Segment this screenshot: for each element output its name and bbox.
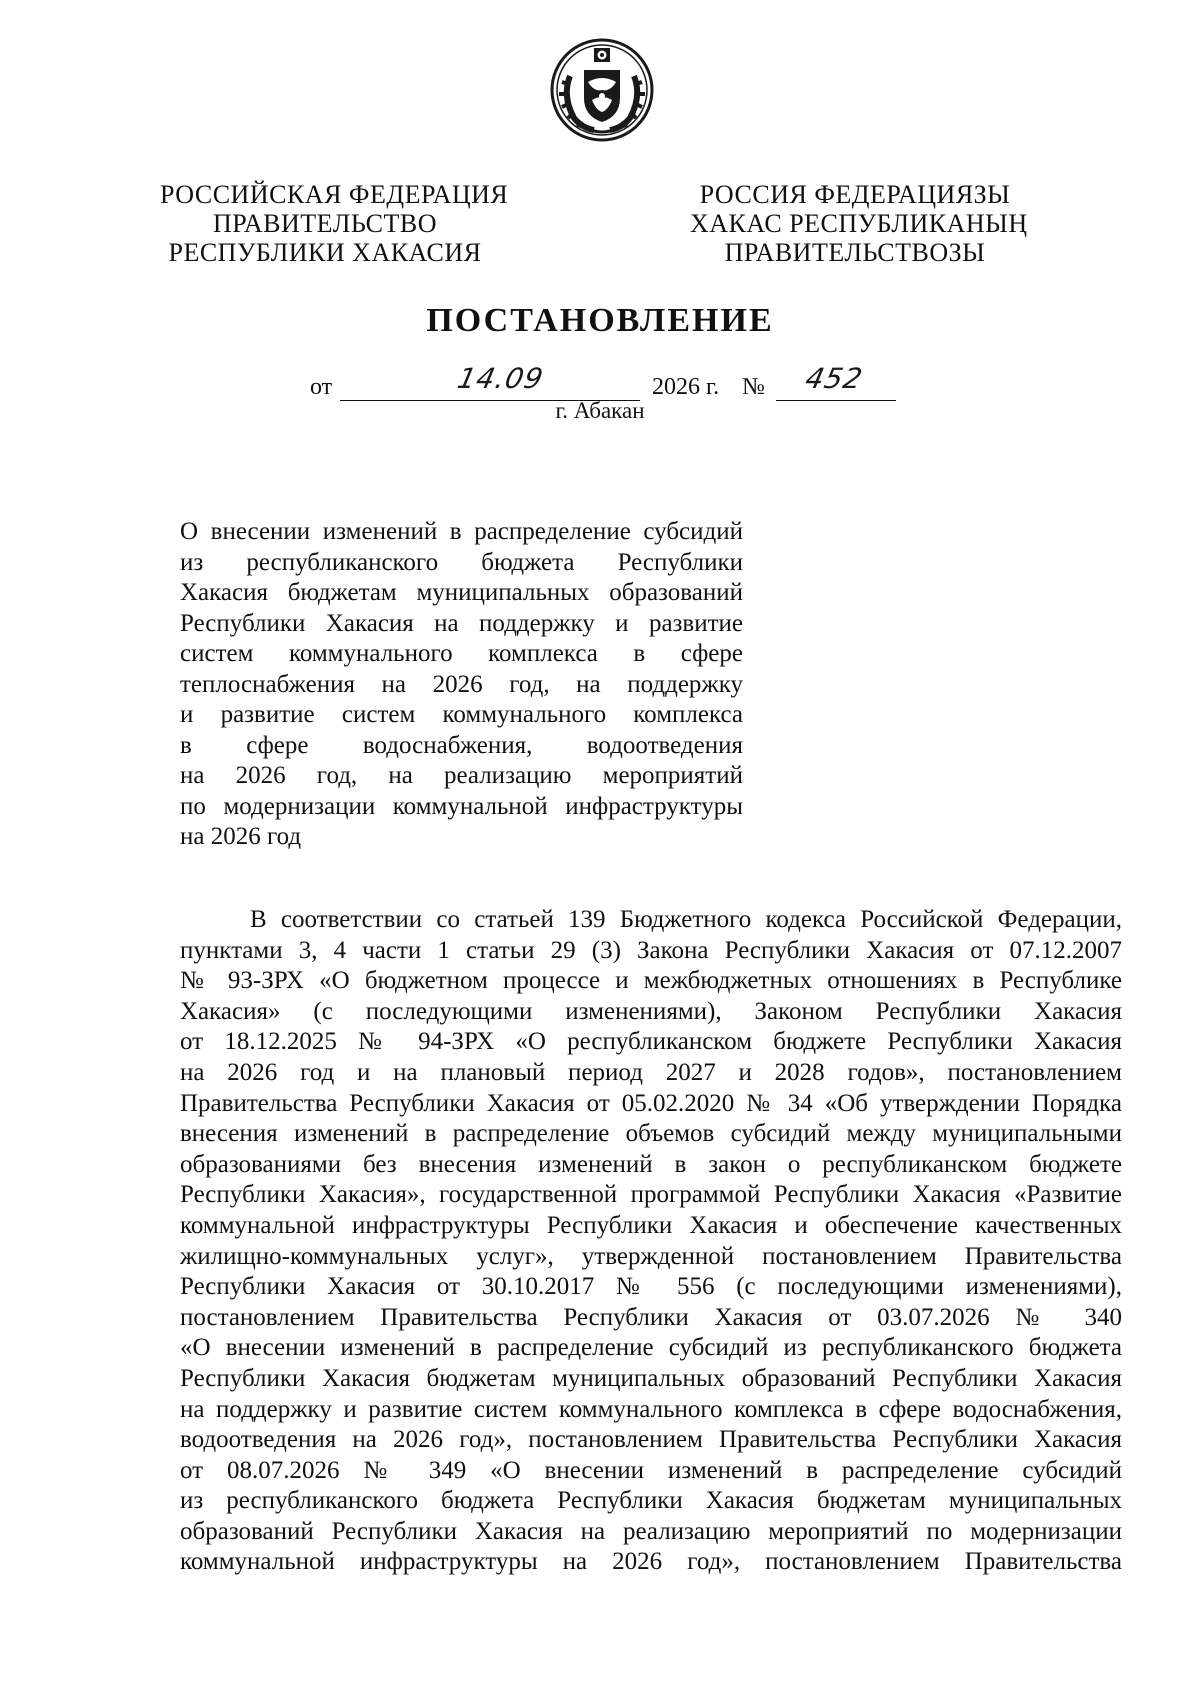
title-line: систем коммунального комплекса в сфере <box>180 640 743 667</box>
body-paragraph <box>180 905 1122 1578</box>
title-line: по модернизации коммунальной инфраструктуры <box>180 792 743 820</box>
body-line: образованиями без внесения изменений в закон о республиканском бюджете <box>180 1150 1122 1178</box>
body-line: внесения изменений в распределение объемов субсидий между муниципальными <box>180 1120 1122 1148</box>
body-line: от 18.12.2025 № 94-ЗРХ «О республиканском бюджете Республики Хакасия <box>180 1028 1122 1056</box>
city-label: г. Абакан <box>555 398 645 423</box>
body-line: из республиканского бюджета Республики Хакасия бюджетам муниципальных <box>180 1487 1122 1515</box>
header-right <box>690 180 1028 267</box>
body-line: образований Республики Хакасия на реализацию мероприятий по модернизации <box>180 1517 1122 1545</box>
header-right-line: РОССИЯ ФЕДЕРАЦИЯЗЫ <box>699 180 1011 209</box>
body-line: «О внесении изменений в распределение субсидий из республиканского бюджета <box>180 1334 1122 1362</box>
body-line: Правительства Республики Хакасия от 05.02.2020 № 34 «Об утверждении Порядка <box>180 1089 1122 1117</box>
date-blank <box>340 362 640 401</box>
header-right-line: ХАКАС РЕСПУБЛИКАНЫҢ <box>690 209 1028 238</box>
body-line: от 08.07.2026 № 349 «О внесении изменений в распределение субсидий <box>180 1456 1122 1484</box>
body-line: Хакасия» (с последующими изменениями), Законом Республики Хакасия <box>180 997 1122 1025</box>
body-line: В соответствии со статьей 139 Бюджетного кодекса Российской Федерации, <box>250 906 1122 933</box>
year-label: 2026 г. <box>652 374 720 400</box>
from-label: от <box>310 374 333 400</box>
body-line: Республики Хакасия от 30.10.2017 № 556 (с последующими изменениями), <box>180 1273 1122 1301</box>
document-type-title: ПОСТАНОВЛЕНИЕ <box>426 302 774 339</box>
header-left-line: РЕСПУБЛИКИ ХАКАСИЯ <box>168 238 482 267</box>
header-left-line: РОССИЙСКАЯ ФЕДЕРАЦИЯ <box>160 180 509 209</box>
title-line: из республиканского бюджета Республики <box>180 548 743 576</box>
number-blank <box>776 362 896 401</box>
coat-of-arms-icon <box>548 36 656 144</box>
header-right-line: ПРАВИТЕЛЬСТВОЗЫ <box>724 238 986 267</box>
body-line: Республики Хакасия», государственной программой Республики Хакасия «Развитие <box>180 1181 1122 1209</box>
title-line: О внесении изменений в распределение субсидий <box>180 518 743 545</box>
resolution-title <box>180 517 743 853</box>
title-line: Республики Хакасия на поддержку и развитие <box>180 609 743 637</box>
body-line: жилищно-коммунальных услуг», утвержденной постановлением Правительства <box>180 1242 1122 1270</box>
title-line: Хакасия бюджетам муниципальных образований <box>180 579 743 606</box>
title-line: и развитие систем коммунального комплекса <box>180 701 743 728</box>
title-line: теплоснабжения на 2026 год, на поддержку <box>180 670 743 698</box>
header-left <box>160 180 509 267</box>
title-line: в сфере водоснабжения, водоотведения <box>180 731 743 759</box>
body-line: Республики Хакасия бюджетам муниципальных образований Республики Хакасия <box>180 1364 1122 1392</box>
title-line: на 2026 год <box>180 823 302 850</box>
title-line: на 2026 год, на реализацию мероприятий <box>180 762 743 789</box>
body-line: постановлением Правительства Республики Хакасия от 03.07.2026 № 340 <box>180 1303 1122 1331</box>
body-line: на поддержку и развитие систем коммунального комплекса в сфере водоснабжения, <box>180 1395 1122 1423</box>
handwritten-number: 452 <box>802 362 866 395</box>
body-line: коммунальной инфраструктуры на 2026 год», постановлением Правительства <box>180 1548 1122 1576</box>
header-left-line: ПРАВИТЕЛЬСТВО <box>213 209 437 238</box>
body-line: коммунальной инфраструктуры Республики Хакасия и обеспечение качественных <box>180 1211 1122 1239</box>
body-line: на 2026 год и на плановый период 2027 и 2028 годов», постановлением <box>180 1058 1122 1086</box>
body-line: водоотведения на 2026 год», постановлением Правительства Республики Хакасия <box>180 1426 1122 1454</box>
body-line: пунктами 3, 4 части 1 статьи 29 (3) Закона Республики Хакасия от 07.12.2007 <box>180 936 1122 964</box>
handwritten-date: 14.09 <box>454 362 547 395</box>
body-line: № 93-ЗРХ «О бюджетном процессе и межбюджетных отношениях в Республике <box>180 967 1122 995</box>
number-sign-label: № <box>742 374 765 400</box>
